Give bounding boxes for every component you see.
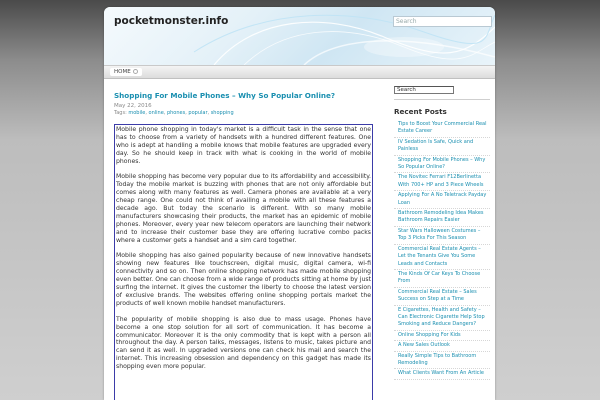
recent-post-link[interactable]: Tips to Boost Your Commercial Real Estate Career [394, 120, 490, 138]
page-container [104, 7, 495, 400]
tag-link[interactable]: mobile [128, 110, 146, 116]
site-title[interactable]: pocketmonster.info [114, 15, 229, 27]
header-search-input[interactable]: Search [393, 16, 492, 27]
post-paragraph: The popularity of mobile shopping is also due to mass usage. Phones have become a one stop solution for all sort of communication. It has become a communicator. Moreover it is the only commodity that is kept with a person all throughout the day. A person talks, messages, listens to music, takes picture and can send it as well. In upgraded versions one can check his mail and search the internet. This increasing obsession and dependency on this gadget has made its shopping even more popular. [116, 315, 371, 371]
post-paragraph: Mobile shopping has also gained popularity because of new innovative handsets showing new features like touchscreen, digital music, digital camera, wi-fi connectivity and so on. Then online shopping network has made mobile shopping even better. One can choose from a wide range of products sitting at home by just surfing the internet. It gives the customer the liberty to choose the latest version of exclusive brands. The websites offering online shopping portals market the products of well known mobile handset manufacturers. [116, 252, 371, 307]
recent-post-link[interactable]: Applying For A No Teletrack Payday Loan [394, 191, 490, 209]
recent-post-link[interactable]: What Clients Want From An Article [394, 369, 490, 379]
site-header [104, 7, 495, 65]
post-tags: Tags: mobile, online, phones, popular, shopping [114, 110, 234, 116]
sidebar [394, 86, 490, 380]
tag-link[interactable]: online [148, 110, 164, 116]
recent-post-link[interactable]: The Kinds Of Car Keys To Choose From [394, 270, 490, 288]
main-content [114, 91, 373, 400]
nav-bar [104, 65, 495, 79]
recent-post-link[interactable]: Shopping For Mobile Phones – Why So Popular Online? [394, 156, 490, 174]
recent-post-link[interactable]: Really Simple Tips to Bathroom Remodeling [394, 352, 490, 370]
post-paragraph: Mobile shopping has become very popular due to its affordability and accessibility. Today the mobile market is buzzing with phones that are not only affordable but comes along with many features as well. Camera phones are available at a very cheap range. One could not think of availing a mobile with all these features a decade ago. But today the scenario is different. With so many mobile manufacturers showcasing their products, the market has an epidemic of mobile phones. Moreover, every year new telecom operators are launching their network and to increase their customer base they are offering lucrative combo packs where a customer gets a handset and a sim card together. [116, 173, 371, 244]
recent-posts-heading: Recent Posts [394, 107, 447, 116]
nav-home-link[interactable] [110, 68, 142, 76]
tag-link[interactable]: popular [188, 110, 208, 116]
tags-label: Tags: [114, 110, 127, 116]
post-body [114, 124, 373, 400]
recent-post-link[interactable]: Bathroom Remodeling Idea Makes Bathroom Repairs Easier [394, 209, 490, 227]
post-title[interactable]: Shopping For Mobile Phones – Why So Popular Online? [114, 91, 336, 100]
sidebar-search-input[interactable]: Search [394, 86, 454, 94]
nav-home-label: HOME [114, 69, 131, 75]
recent-post-link[interactable]: E Cigarettes, Health and Safety – Can Electronic Cigarette Help Stop Smoking and Reduce Dangers? [394, 306, 490, 331]
recent-posts-list [394, 120, 490, 380]
recent-post-link[interactable]: Star Wars Halloween Costumes – Top 3 Picks For This Season [394, 227, 490, 245]
circle-icon [133, 69, 138, 74]
recent-post-link[interactable]: The Novitec Ferrari F12Berlinetta With 700+ HP and 3 Piece Wheels [394, 173, 490, 191]
recent-post-link[interactable]: Online Shopping For Kids [394, 331, 490, 341]
tag-link[interactable]: phones [166, 110, 186, 116]
recent-post-link[interactable]: IV Sedation Is Safe, Quick and Painless [394, 138, 490, 156]
post-date: May 22, 2016 [114, 103, 152, 109]
recent-post-link[interactable]: A New Sales Outlook [394, 341, 490, 351]
tag-link[interactable]: shopping [210, 110, 234, 116]
recent-post-link[interactable]: Commercial Real Estate Agents – Let the Tenants Give You Some Leads and Contacts [394, 245, 490, 270]
sidebar-divider [394, 99, 490, 100]
post-paragraph: Mobile phone shopping in today's market is a difficult task in the sense that one has to choose from a variety of handsets with a hundred different features. One who is adept at handling a mobile knows that mobile features are upgraded every day. So he should keep in track with what is cooking in the world of mobile phones. [116, 126, 371, 165]
recent-post-link[interactable]: Commercial Real Estate – Sales Success on Step at a Time [394, 288, 490, 306]
